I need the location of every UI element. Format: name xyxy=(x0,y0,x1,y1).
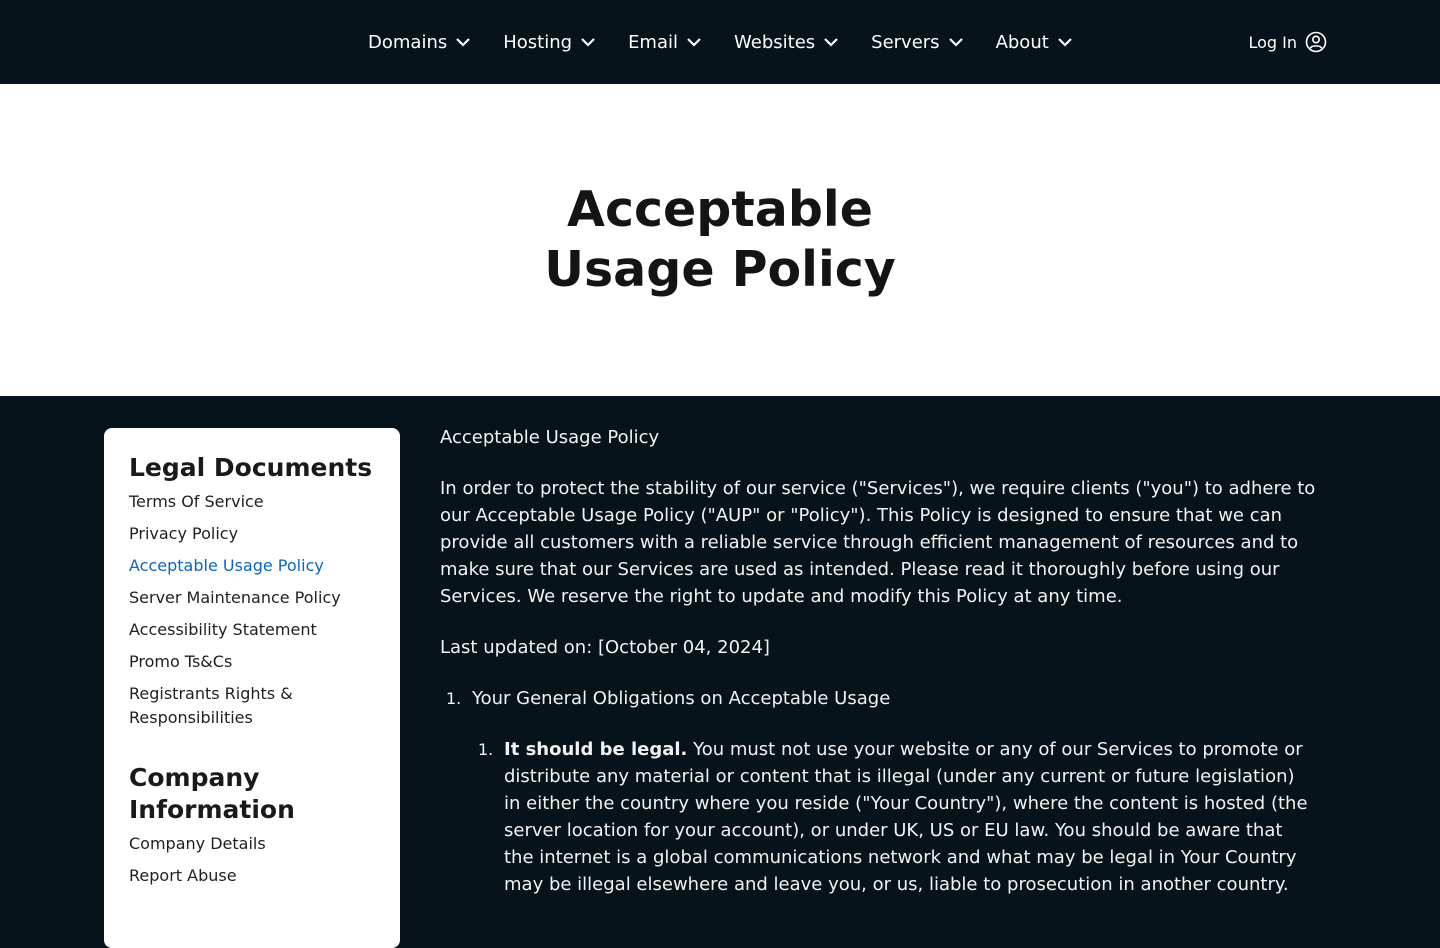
sidebar-item-registrants-rights[interactable]: Registrants Rights & Responsibilities xyxy=(129,684,293,727)
intro-paragraph: In order to protect the stability of our service ("Services"), we require clients ("you") to adhere to our Acceptable Usage Policy ("AUP" or "Policy"). This Policy is designed to ensure that we can provide all customers with a reliable service through efficient management of resources and to make sure that our Services are used as intended. Please read it thoroughly before using our Services. We reserve the right to update and modify this Policy at any time. xyxy=(440,478,1316,607)
legal-documents-heading: Legal Documents xyxy=(129,453,373,482)
chevron-down-icon xyxy=(1057,34,1073,50)
chevron-down-icon xyxy=(686,34,702,50)
hero-banner xyxy=(0,84,1440,396)
nav-servers-label: Servers xyxy=(871,31,940,53)
company-information-list xyxy=(129,832,375,888)
policy-content xyxy=(440,424,1320,898)
policy-sections xyxy=(440,685,1320,712)
content-title: Acceptable Usage Policy xyxy=(440,427,660,448)
nav-email[interactable] xyxy=(628,32,702,53)
section-subitems xyxy=(472,736,1320,898)
sidebar-item-promo-tscs[interactable]: Promo Ts&Cs xyxy=(129,652,233,671)
chevron-down-icon xyxy=(823,34,839,50)
chevron-down-icon xyxy=(580,34,596,50)
sidebar-item-privacy-policy[interactable]: Privacy Policy xyxy=(129,524,239,543)
nav-servers[interactable] xyxy=(871,32,963,53)
sidebar-item-server-maintenance-policy[interactable]: Server Maintenance Policy xyxy=(129,588,341,607)
sidebar xyxy=(104,428,400,948)
sidebar-item-acceptable-usage-policy[interactable]: Acceptable Usage Policy xyxy=(129,556,324,575)
nav-email-label: Email xyxy=(628,31,679,53)
top-navigation xyxy=(0,0,1440,84)
last-updated: Last updated on: [October 04, 2024] xyxy=(440,637,770,658)
chevron-down-icon xyxy=(948,34,964,50)
subitem-body: You must not use your website or any of our Services to promote or distribute any material or content that is illegal (under any current or future legislation) in either the country where you reside ("Your Country"), where the content is hosted (the server location for your account), or under UK, US or EU law. You should be aware that the internet is a global communications network and what may be legal in Your Country may be illegal elsewhere and leave you, or us, liable to prosecution in another country. xyxy=(504,739,1308,895)
nav-about-label: About xyxy=(995,31,1049,53)
sidebar-item-company-details[interactable]: Company Details xyxy=(129,834,266,853)
subitem-text xyxy=(504,736,1312,898)
sidebar-item-terms-of-service[interactable]: Terms Of Service xyxy=(129,492,264,511)
section-number: 1. xyxy=(446,689,462,708)
login-label: Log In xyxy=(1248,32,1297,52)
subitem-number: 1. xyxy=(478,740,494,759)
nav-websites-label: Websites xyxy=(734,31,816,53)
main-content-area xyxy=(0,396,1440,900)
subitem-bold-lead: It should be legal. xyxy=(504,739,688,760)
legal-documents-list xyxy=(129,490,375,730)
section-title: Your General Obligations on Acceptable Usage xyxy=(472,688,891,709)
nav-domains-label: Domains xyxy=(368,31,448,53)
page-title: Acceptable Usage Policy xyxy=(544,181,896,298)
nav-hosting[interactable] xyxy=(503,32,596,53)
user-icon xyxy=(1305,31,1327,53)
sidebar-item-report-abuse[interactable]: Report Abuse xyxy=(129,866,237,885)
section-item xyxy=(440,685,1320,712)
nav-domains[interactable] xyxy=(368,32,471,53)
chevron-down-icon xyxy=(455,34,471,50)
login-button[interactable] xyxy=(1248,0,1327,84)
nav-hosting-label: Hosting xyxy=(503,31,573,53)
main-menu xyxy=(368,0,1105,84)
nav-about[interactable] xyxy=(996,32,1073,53)
subitem xyxy=(472,736,1320,898)
company-information-heading: Company Information xyxy=(129,763,295,824)
nav-websites[interactable] xyxy=(734,32,839,53)
sidebar-item-accessibility-statement[interactable]: Accessibility Statement xyxy=(129,620,317,639)
